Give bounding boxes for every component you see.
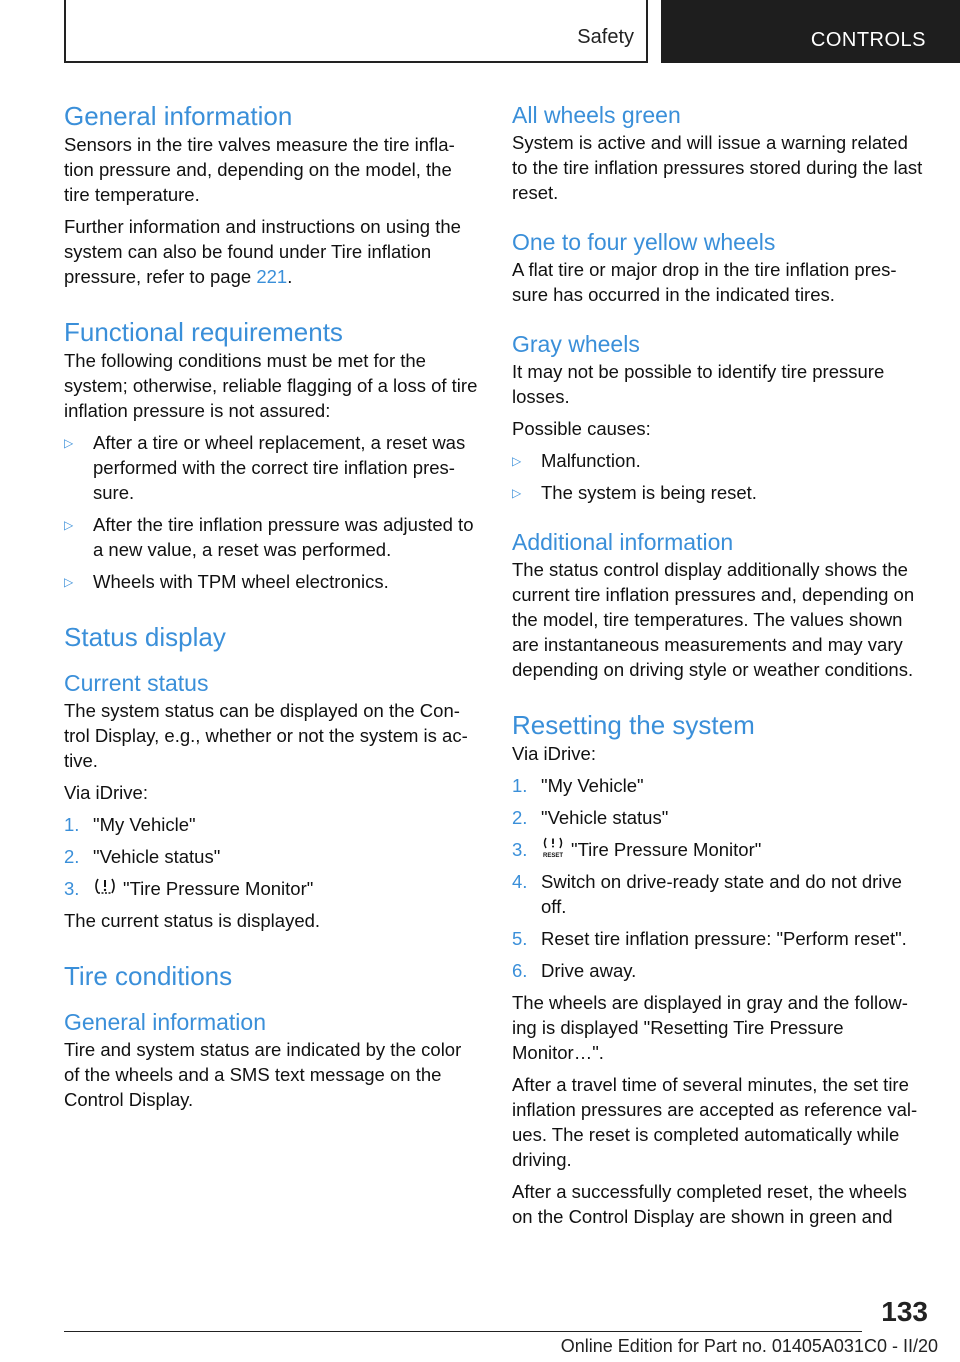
bullet-triangle-icon: ▷ <box>64 436 74 450</box>
list-item: 1. "My Vehicle" <box>64 814 196 835</box>
heading-additional-information: Additional information <box>512 529 734 555</box>
left-column <box>64 100 478 1119</box>
paragraph: After a travel time of several minutes, the set tire inflation pressures are accepted as reference val-ues. The reset is completed automatically while driving. <box>512 1074 918 1170</box>
heading-all-wheels-green: All wheels green <box>512 102 681 128</box>
header-section-title: Safety <box>577 26 634 48</box>
bullet-triangle-icon: ▷ <box>64 575 74 589</box>
list-item: 1. "My Vehicle" <box>512 775 644 796</box>
bullet-list <box>64 430 478 594</box>
paragraph: The following conditions must be met for the system; otherwise, reliable flagging of a loss of tire inflation pressure is not assured: <box>64 350 478 421</box>
paragraph: The current status is displayed. <box>64 910 321 931</box>
list-item: 6. Drive away. <box>512 960 637 981</box>
list-item: 3. "Tire Pressure Monitor" <box>64 878 314 899</box>
paragraph: System is active and will issue a warning related to the tire inflation pressures stored during the last reset. <box>512 132 923 203</box>
bullet-triangle-icon: ▷ <box>512 486 522 500</box>
heading-current-status: Current status <box>64 670 209 696</box>
list-item: ▷ After a tire or wheel replacement, a reset was performed with the correct tire inflation pres-sure. <box>64 432 466 503</box>
paragraph: The system status can be displayed on the Con-trol Display, e.g., whether or not the system is ac-tive. <box>64 700 468 771</box>
paragraph: After a successfully completed reset, the wheels on the Control Display are shown in green and <box>512 1181 907 1227</box>
heading-resetting-the-system: Resetting the system <box>512 710 755 740</box>
list-item: ▷ Malfunction. <box>512 448 926 473</box>
heading-gray-wheels: Gray wheels <box>512 331 640 357</box>
paragraph: The status control display additionally shows the current tire inflation pressures and, depending on the model, tire temperatures. The values shown are instantaneous measurements and may vary depending on driving style or weather conditions. <box>512 559 915 680</box>
paragraph: Sensors in the tire valves measure the tire infla-tion pressure and, depending on the model, the tire temperature. <box>64 134 455 205</box>
paragraph: Tire and system status are indicated by the color of the wheels and a SMS text message on the Control Display. <box>64 1039 462 1110</box>
footer-edition-text: Online Edition for Part no. 01405A031C0 - II/20 <box>560 1336 938 1356</box>
paragraph: Via iDrive: <box>512 743 596 764</box>
list-item: 3. RESET "Tire Pressure Monitor" <box>512 839 762 860</box>
paragraph: The wheels are displayed in gray and the follow-ing is displayed "Resetting Tire Pressure Monitor…". <box>512 992 908 1063</box>
heading-yellow-wheels: One to four yellow wheels <box>512 229 776 255</box>
page-reference-link[interactable]: 221 <box>256 266 288 287</box>
heading-general-information-2: General information <box>64 1009 266 1035</box>
bullet-triangle-icon: ▷ <box>64 518 74 532</box>
footer-divider <box>64 1331 862 1332</box>
heading-general-information: General information <box>64 101 293 131</box>
right-column <box>512 100 926 1236</box>
heading-tire-conditions: Tire conditions <box>64 961 233 991</box>
paragraph: It may not be possible to identify tire pressure losses. <box>512 361 885 407</box>
tire-pressure-monitor-icon <box>93 876 117 898</box>
numbered-list <box>512 773 926 983</box>
list-item: ▷ Wheels with TPM wheel electronics. <box>64 569 478 594</box>
svg-text:RESET: RESET <box>542 853 564 859</box>
list-item: 4. Switch on drive-ready state and do not drive off. <box>512 871 902 917</box>
list-item: 2. "Vehicle status" <box>512 807 669 828</box>
paragraph: Further information and instructions on using the system can also be found under Tire inflation pressure, refer to page 221. <box>64 216 461 287</box>
list-item: ▷ After the tire inflation pressure was adjusted to a new value, a reset was performed. <box>64 514 474 560</box>
header-chapter-tab: CONTROLS <box>661 0 960 63</box>
bullet-list <box>512 448 926 505</box>
bullet-triangle-icon: ▷ <box>512 454 522 468</box>
page-number: 133 <box>881 1296 928 1327</box>
list-item: 2. "Vehicle status" <box>64 846 221 867</box>
list-item: ▷ The system is being reset. <box>512 480 926 505</box>
heading-status-display: Status display <box>64 622 226 652</box>
list-item: 5. Reset tire inflation pressure: "Perform reset". <box>512 928 907 949</box>
heading-functional-requirements: Functional requirements <box>64 317 343 347</box>
numbered-list <box>64 812 478 901</box>
paragraph: Possible causes: <box>512 418 651 439</box>
header-section-box <box>64 0 648 63</box>
paragraph: A flat tire or major drop in the tire inflation pres-sure has occurred in the indicated tires. <box>512 259 897 305</box>
paragraph: Via iDrive: <box>64 782 148 803</box>
tire-pressure-reset-icon <box>541 837 565 859</box>
